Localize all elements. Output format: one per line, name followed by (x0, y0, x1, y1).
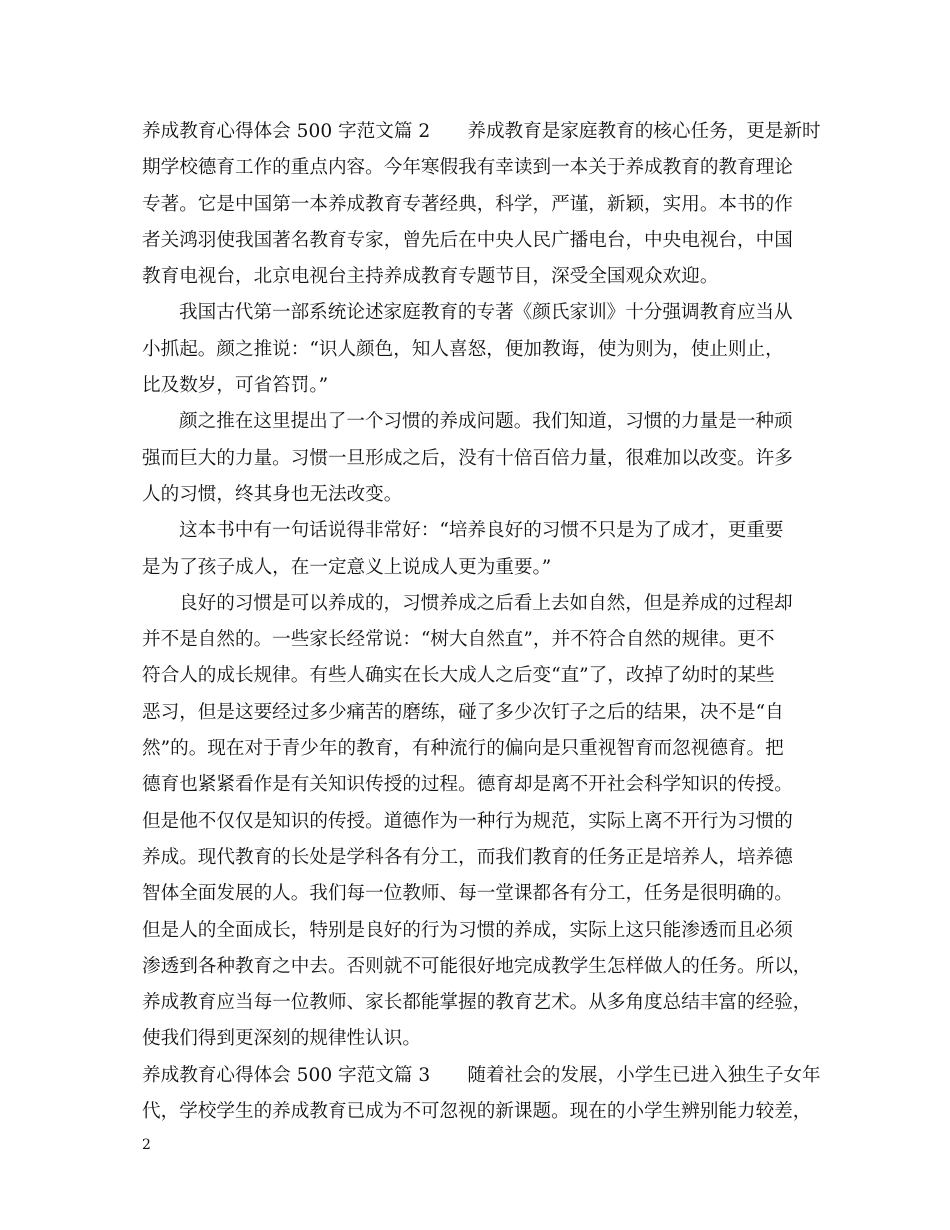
text-line: 养成教育应当每一位教师、家长都能掌握的教育艺术。从多角度总结丰富的经验， (142, 992, 812, 1014)
text-line: 恶习，但是这要经过多少痛苦的磨练，碰了多少次钉子之后的结果，决不是“自 (142, 701, 784, 723)
text-line: 并不是自然的。一些家长经常说：“树大自然直”，并不符合自然的规律。更不 (142, 629, 775, 651)
text-line: 人的习惯，终其身也无法改变。 (142, 483, 403, 505)
text-line: 强而巨大的力量。习惯一旦形成之后，没有十倍百倍力量，很难加以改变。许多 (142, 447, 793, 469)
text-line: 比及数岁，可省笞罚。” (142, 375, 329, 397)
text-line: 颜之推在这里提出了一个习惯的养成问题。我们知道，习惯的力量是一种顽 (179, 411, 793, 433)
document-body (142, 114, 821, 1130)
text-line: 养成教育心得体会 500 字范文篇 3 随着社会的发展，小学生已进入独生子女年 (142, 1064, 821, 1086)
text-line: 专著。它是中国第一本养成教育专著经典，科学，严谨，新颖，实用。本书的作 (142, 193, 793, 215)
text-line: 代，学校学生的养成教育已成为不可忽视的新课题。现在的小学生辨别能力较差， (142, 1101, 812, 1123)
text-line: 养成教育心得体会 500 字范文篇 2 养成教育是家庭教育的核心任务，更是新时 (142, 121, 821, 142)
text-line: 小抓起。颜之推说：“识人颜色，知人喜怒，便加教诲，使为则为，使止则止， (142, 338, 784, 360)
text-line: 者关鸿羽使我国著名教育专家，曾先后在中央人民广播电台，中央电视台，中国 (142, 229, 793, 251)
text-line: 符合人的成长规律。有些人确实在长大成人之后变“直”了，改掉了幼时的某些 (142, 665, 775, 687)
text-line: 德育也紧紧看作是有关知识传授的过程。德育却是离不开社会科学知识的传授。 (142, 774, 793, 796)
text-line: 使我们得到更深刻的规律性认识。 (142, 1028, 421, 1050)
text-line: 养成。现代教育的长处是学科各有分工，而我们教育的任务正是培养人，培养德 (142, 846, 793, 868)
text-line: 然”的。现在对于青少年的教育，有种流行的偏向是只重视智育而忽视德育。把 (142, 738, 784, 760)
text-line: 是为了孩子成人，在一定意义上说成人更为重要。” (142, 556, 552, 578)
page-number: 2 (142, 1137, 151, 1153)
text-line: 智体全面发展的人。我们每一位教师、每一堂课都各有分工，任务是很明确的。 (142, 883, 793, 905)
text-line: 我国古代第一部系统论述家庭教育的专著《颜氏家训》十分强调教育应当从 (179, 302, 793, 324)
text-line: 渗透到各种教育之中去。否则就不可能很好地完成教学生怎样做人的任务。所以， (142, 955, 812, 977)
text-line: 但是他不仅仅是知识的传授。道德作为一种行为规范，实际上离不开行为习惯的 (142, 810, 793, 832)
text-line: 良好的习惯是可以养成的，习惯养成之后看上去如自然，但是养成的过程却 (179, 592, 793, 614)
text-line: 这本书中有一句话说得非常好：“培养良好的习惯不只是为了成才，更重要 (179, 520, 784, 542)
text-line: 教育电视台，北京电视台主持养成教育专题节目，深受全国观众欢迎。 (142, 266, 719, 288)
text-line: 期学校德育工作的重点内容。今年寒假我有幸读到一本关于养成教育的教育理论 (142, 157, 793, 179)
text-line: 但是人的全面成长，特别是良好的行为习惯的养成，实际上这只能渗透而且必须 (142, 919, 793, 941)
